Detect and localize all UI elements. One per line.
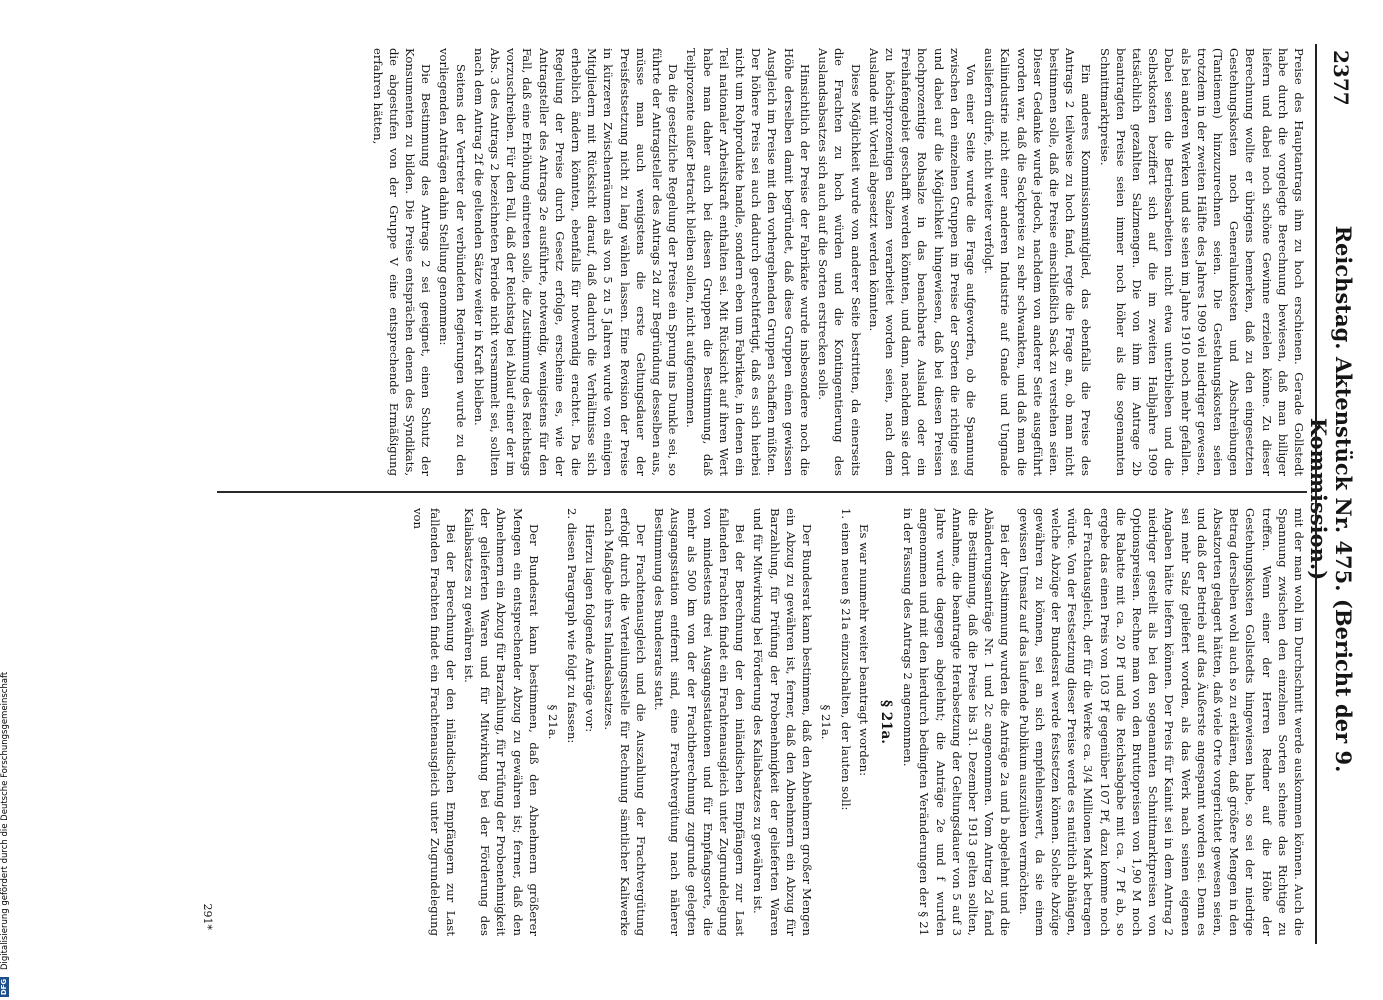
- quoted-paragraph: Der Bundesrat kann bestimmen, daß den Abnehmern großer Mengen ein Abzug zu gewähren ist, ferner, daß den Abnehmern ein Abzug für Barzahlung, für Prüfung der Probenehmigkeit der gelieferten Waren und für Mitwirkung bei Förderung des Kaliabsatzes zu gewähren ist.: [751, 508, 815, 936]
- paragraph: Seitens der Vertreter der verbündeten Regierungen wurde zu den vorliegenden Anträgen dahin Stellung genommen:: [437, 48, 468, 476]
- page-number: 2377: [1329, 50, 1353, 106]
- paragraph: Es war nunmehr weiter beantragt worden:: [856, 524, 871, 776]
- running-title: Reichstag. Aktenstück Nr. 475. (Bericht der 9. Kommission.): [1306, 225, 1356, 773]
- paragraph: Preise des Hauptantrags ihm zu hoch erschienen. Gerade Gollstedt habe durch die vorgelegte Berechnung bewiesen, daß man billiger liefern und dabei noch schöne Gewinne erzielen könne. Zu dieser Berechnung wollte er übrigens bemerken, daß zu den eingesetzten Gestehungskosten noch Generalunkosten und Abschreibungen (Tantiemen) hinzuzurechnen seien. Die Gestehungskosten seien trotzdem in der zweiten Hälfte des Jahres 1909 viel niedriger gewesen, als bei anderen Werken und sie seien im Jahre 1910 noch mehr gefallen. Dabei seien die Betriebsarbeiten nicht etwa unterblieben und die Selbstkosten beziffert sich auf die im zweiten Halbjahre 1909 tatsächlich gezahlten Salzmengen. Die von ihm im Antrage 2b beantragten Preise seien immer noch höher als die sogenannten Schnittmarktpreise.: [1097, 48, 1306, 476]
- page-signature: 291*: [201, 903, 215, 930]
- dfg-logo: DFG: [0, 978, 8, 996]
- footer-text-block: [0, 0, 10, 1000]
- paragraph: Da die gesetzliche Regelung der Preise ein Sprung ins Dunkle sei, so führte der Antragsteller des Antrags 2d zur Begründung desselben aus, müsse man auch wenigstens die erste Geltungsdauer der Preisfestsetzung nicht zu lang wählen lassen. Eine Revision der Preise in kürzeren Zwischenräumen als von 5 zu 5 Jahren wurde von einigen Mitgliedern mit Rücksicht darauf, daß dadurch die Verhältnisse sich erheblich ändern könnten, ebenfalls für notwendig erachtet. Da die Regelung der Preise durch Gesetz erfolge, erscheine es, wie der Antragsteller des Antrags 2e ausführte, notwendig, wenigstens für den Fall, daß eine Erhöhung eintreten solle, die Zustimmung des Reichstags vorzuschreiben. Für den Fall, daß der Reichstag bei Ablauf einer der im Abs. 3 des Antrags 2 bezeichneten Periode nicht versammelt sei, sollten nach dem Antrag 2f die geltenden Sätze weiter in Kraft bleiben.: [471, 48, 681, 476]
- right-column: [155, 508, 1307, 936]
- list-item: 2. diesen Paragraph wie folgt zu fassen:: [565, 508, 580, 744]
- subsection-heading: § 21a.: [546, 704, 561, 740]
- paragraph: Bei der Abstimmung wurden die Anträge 2a und b abgelehnt und die Abänderungsanträge Nr. 1 und 2c angenommen. Vom Antrag 2d fand die Bestimmung, daß die Preise bis 31. Dezember 1913 gelten sollten, Annahme, die beantragte Herabsetzung der Geltungsdauer von 5 auf 3 Jahre wurde dagegen abgelehnt; die Anträge 2e und f wurden angenommen und mit den hierdurch bedingten Veränderungen der § 21 in der Fassung des Antrags 2 angenommen.: [901, 508, 1013, 936]
- paragraph: Hinsichtlich der Preise der Fabrikate wurde insbesondere noch die Höhe derselben damit begründet, daß diese Gruppen einen gewissen Ausgleich im Preise mit den vorhergehenden Gruppen schaffen müßten. Der höhere Preis sei auch dadurch gerechtfertigt, daß es sich hierbei nicht um Rohprodukte handle, sondern eben um Fabrikate, in denen ein Teil nationaler Arbeitskraft enthalten sei. Mit Rücksicht auf ihren Wert habe man daher auch bei diesen Gruppen die Bestimmung, daß Teilprozente außer Betracht bleiben sollen, nicht aufgenommen.: [684, 48, 812, 476]
- quoted-paragraph: Bei der Berechnung der den inländischen Empfängern zur Last fallenden Frachten findet ein Frachtenausgleich unter Zugrundelegung von mindestens drei Ausgangsstationen und für Empfangsorte, die mehr als 500 km von der der Frachtberechnung zugrunde gelegten Ausgangsstation entfernt sind, eine Frachtvergütung nach näherer Bestimmung des Bundesrats statt.: [652, 508, 748, 936]
- column-divider: [217, 491, 1307, 493]
- page-header: [1306, 44, 1373, 944]
- quoted-paragraph: Bei der Berechnung der den inländischen Empfängern zur Last fallenden Frachten findet ein Frachtenausgleich unter Zugrundelegung von: [411, 508, 458, 936]
- paragraph: Hierzu lagen folgende Anträge vor:: [583, 524, 598, 733]
- paragraph: Von einer Seite wurde die Frage aufgeworfen, ob die Spannung zwischen den einzelnen Gruppen im Preise der Sorten die richtige sei und dabei auf die Möglichkeit hingewiesen, daß bei diesen Preisen hochprozentige Rohsalze in das benachbarte Ausland oder ein Freihafengebiet geschafft werden könnten, und dann, nachdem sie dort zu höchstprozentigen Salzen verarbeitet worden seien, nach dem Auslande mit Vorteil abgesetzt werden könnten.: [866, 48, 978, 476]
- paragraph: mit der man wohl im Durchschnitt werde auskommen können. Auch die Spannung zwischen den einzelnen Sorten scheine das Richtige zu treffen. Wenn einer der Herren Redner auf die Höhe der Gestehungskosten Gollstedts hingewiesen habe, so sei der niedrige Betrag derselben wohl auch so zu erklären, daß größere Mengen in den Absatzorten gelagert hätten, daß viele Orte vorgerichtet gewesen seien, und daß der Betrieb auf das Äußerste angespannt worden sei. Denn es sei mehr Salz geliefert worden, als das Werk nach seinen eigenen Angaben hätte liefern können. Der Preis für Kainit sei in dem Antrag 2 niedriger gestellt als bei den sogenannten Schnittmarktpreisen von Optionspreisen. Rechne man von den Bruttopreisen von 1,90 M noch die Rabatte mit ca. 20 Pf und die Reichsabgabe mit ca. 7 Pf ab, so ergebe das einen Preis von 103 Pf gegenüber 107 Pf, dazu komme noch der Frachtausgleich, der für die Werke ca. 3/4 Millionen Mark betragen würde. Von der Festsetzung dieser Preise werde es natürlich abhängen, welche Abzüge der Bundesrat werde festsetzen können. Solche Abzüge gewähren zu können, sei an sich empfehlenswert, da sie einem gewissen Umsatz auf das laufende Publikum auszuüben vermöchten.: [1016, 508, 1306, 936]
- subsection-heading: § 21a.: [819, 704, 834, 740]
- list-item: 1. einen neuen § 21a einzuschalten, der lauten soll:: [838, 508, 853, 811]
- header-rule: [1315, 44, 1317, 944]
- quoted-paragraph: Der Frachtenausgleich und die Auszahlung der Frachtvergütung erfolgt durch die Verteilungsstelle für Rechnung sämtlicher Kaliwerke nach Maßgabe ihres Inlandsabsatzes.: [601, 508, 649, 936]
- digitization-credit: Digitalisierung gefördert durch die Deutsche Forschungsgemeinschaft: [0, 671, 10, 970]
- section-heading: § 21a.: [877, 700, 894, 744]
- paragraph: Diese Möglichkeit wurde von anderer Seite bestritten, da einerseits die Frachten zu hoch würden und die Kontingentierung des Auslandsabsatzes sich auch auf die Sorten erstrecken solle.: [816, 48, 863, 476]
- quoted-paragraph: Der Bundesrat kann bestimmen, daß den Abnehmern größerer Mengen ein entsprechender Abzug zu gewähren ist; ferner, daß den Abnehmern ein Abzug für Barzahlung, für Prüfung der Probenehmigkeit der gelieferten Waren und für Mitwirkung bei der Förderung des Kaliabsatzes zu gewähren ist.: [462, 508, 541, 936]
- left-column: [155, 48, 1307, 476]
- paragraph: Ein anderes Kommissionsmitglied, das ebenfalls die Preise des Antrags 2 teilweise zu hoch fand, regte die Frage an, ob man nicht bestimmen solle, daß die Preise einschließlich Sack zu verstehen seien. Dieser Gedanke wurde jedoch, nachdem von anderer Seite ausgeführt worden war, daß die Sackpreise zu sehr schwankten, und daß man die Kaliindustrie nicht einer anderen Industrie auf Gnade und Ungnade ausliefern dürfe, nicht weiter verfolgt.: [982, 48, 1094, 476]
- paragraph: Die Bestimmung des Antrags 2 sei geeignet, einen Schutz der Konsumenten zu bilden. Die Preise entsprächen denen des Syndikats, die abgestufen von der Gruppe V eine entsprechende Ermäßigung erfahren hätten,: [370, 48, 434, 476]
